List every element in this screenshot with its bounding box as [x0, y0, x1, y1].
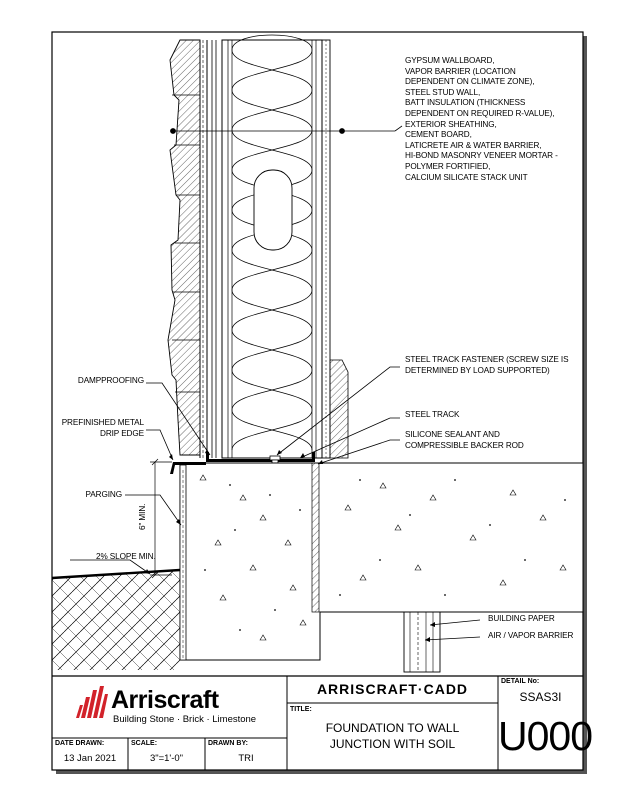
- scale-label: SCALE:: [131, 740, 158, 747]
- brand-tagline: Building Stone · Brick · Limestone: [113, 714, 257, 725]
- date-value: 13 Jan 2021: [63, 753, 117, 764]
- callout-parging: PARGING: [85, 490, 122, 499]
- callout-line: STEEL TRACK FASTENER (SCREW SIZE IS: [405, 355, 569, 364]
- title-line: FOUNDATION TO WALL: [325, 721, 460, 735]
- callout-line: EXTERIOR SHEATHING,: [405, 119, 497, 129]
- callout-steel-track: STEEL TRACK: [405, 410, 460, 419]
- drawn-by-value: TRI: [238, 753, 254, 764]
- title-label: TITLE:: [290, 706, 312, 713]
- callout-line: COMPRESSIBLE BACKER ROD: [405, 440, 524, 450]
- callout-line: DEPENDENT ON CLIMATE ZONE),: [405, 77, 535, 87]
- callout-air-vapor-barrier: AIR / VAPOR BARRIER: [488, 631, 574, 640]
- callout-line: POLYMER FORTIFIED,: [405, 161, 491, 171]
- callout-line: HI-BOND MASONRY VENEER MORTAR -: [405, 151, 558, 161]
- detail-number: U000: [498, 713, 593, 759]
- cadd-header: ARRISCRAFT·CADD: [316, 681, 469, 697]
- callout-line: SILICONE SEALANT AND: [405, 430, 500, 439]
- callout-line: DEPENDENT ON REQUIRED R-VALUE),: [405, 108, 555, 118]
- callout-line: CALCIUM SILICATE STACK UNIT: [405, 172, 528, 182]
- scale-value: 3"=1'-0": [149, 753, 184, 764]
- callout-line: DETERMINED BY LOAD SUPPORTED): [405, 365, 550, 375]
- callout-dampproofing: DAMPPROOFING: [77, 376, 144, 385]
- callout-line: GYPSUM WALLBOARD,: [405, 56, 495, 65]
- callout-slope: 2% SLOPE MIN.: [96, 552, 156, 561]
- callout-line: CEMENT BOARD,: [405, 130, 472, 140]
- drawn-by-label: DRAWN BY:: [208, 740, 248, 747]
- title-line: JUNCTION WITH SOIL: [329, 737, 456, 751]
- dimension-label: 6" MIN.: [138, 503, 147, 530]
- drawing-title: [287, 720, 498, 752]
- callout-line: DRIP EDGE: [100, 428, 144, 438]
- date-label: DATE DRAWN:: [55, 740, 105, 747]
- callout-line: VAPOR BARRIER (LOCATION: [405, 66, 516, 76]
- callout-line: LATICRETE AIR & WATER BARRIER,: [405, 140, 542, 150]
- brand-name: Arriscraft: [111, 686, 219, 714]
- logo-mark: [76, 686, 108, 718]
- callout-line: PREFINISHED METAL: [61, 418, 144, 427]
- callout-line: STEEL STUD WALL,: [405, 87, 481, 97]
- detail-label: DETAIL No:: [501, 678, 540, 685]
- callout-line: BATT INSULATION (THICKNESS: [405, 98, 526, 108]
- detail-code: SSAS3I: [519, 690, 562, 704]
- callout-building-paper: BUILDING PAPER: [488, 614, 555, 623]
